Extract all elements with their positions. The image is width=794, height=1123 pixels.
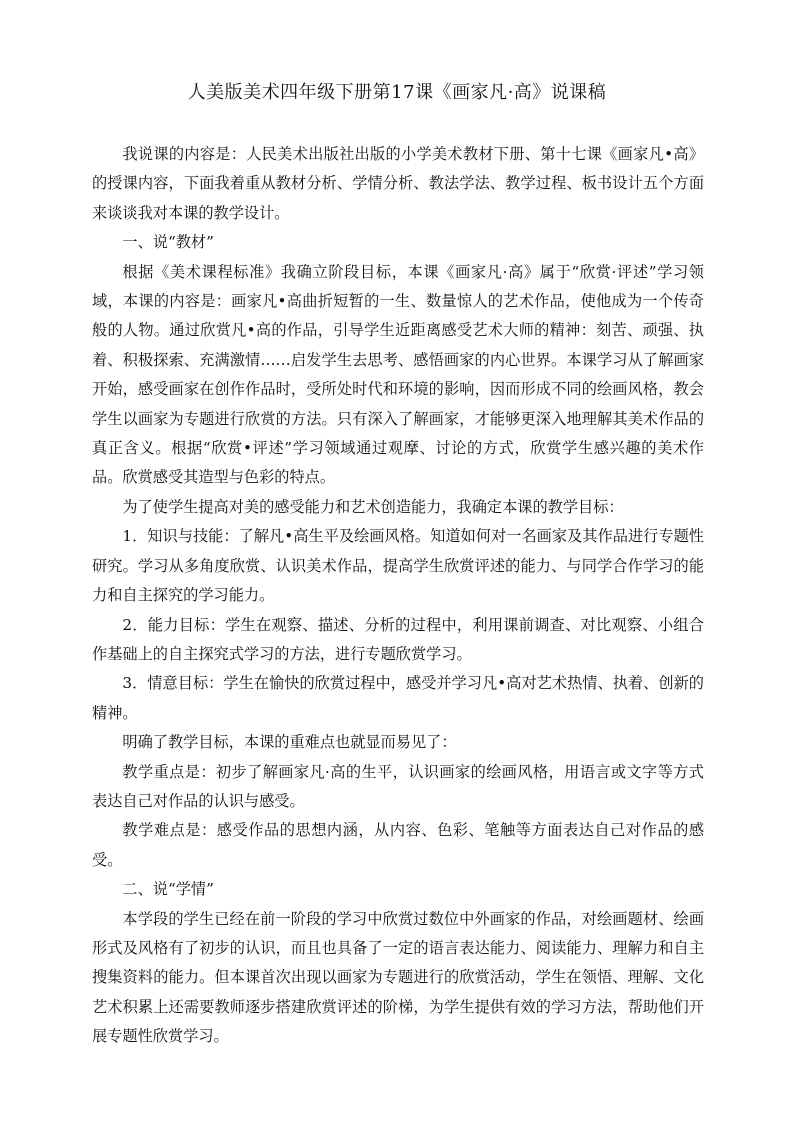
section-heading-students: 二、说“学情” <box>122 880 214 899</box>
paragraph-goal-ability: 2．能力目标：学生在观察、描述、分析的过程中，利用课前调查、对比观察、小组合作基础上的自主探究式学习的方法，进行专题欣赏学习。 <box>92 615 704 663</box>
document-body <box>92 140 704 1052</box>
paragraph-textbook-analysis: 根据《美术课程标准》我确立阶段目标，本课《画家凡·高》属于“欣赏·评述”学习领域，本课的内容是：画家凡•高曲折短暂的一生、数量惊人的艺术作品，使他成为一个传奇般的人物。通过欣赏凡•高的作品，引导学生近距离感受艺术大师的精神：刻苦、顽强、执着、积极探索、充满激情……启发学生去思考、感悟画家的内心世界。本课学习从了解画家开始，感受画家在创作作品时，受所处时代和环境的影响，因而形成不同的绘画风格，教会学生以画家为专题进行欣赏的方法。只有深入了解画家，才能够更深入地理解其美术作品的真正含义。根据“欣赏•评述”学习领域通过观摩、讨论的方式，欣赏学生感兴趣的美术作品。欣赏感受其造型与色彩的特点。 <box>92 262 704 487</box>
paragraph-difficult-point: 教学难点是：感受作品的思想内涵，从内容、色彩、笔触等方面表达自己对作品的感受。 <box>92 821 704 869</box>
paragraph-key-points-intro: 明确了教学目标，本课的重难点也就显而易见了： <box>122 733 457 752</box>
paragraph-key-point: 教学重点是：初步了解画家凡·高的生平，认识画家的绘画风格，用语言或文字等方式表达自己对作品的认识与感受。 <box>92 762 704 810</box>
paragraph-goal-knowledge: 1．知识与技能：了解凡•高生平及绘画风格。知道如何对一名画家及其作品进行专题性研究。学习从多角度欣赏、认识美术作品，提高学生欣赏评述的能力、与同学合作学习的能力和自主探究的学习能力。 <box>92 527 704 605</box>
paragraph-goal-emotion: 3．情意目标：学生在愉快的欣赏过程中，感受并学习凡•高对艺术热情、执着、创新的精神。 <box>92 674 704 722</box>
paragraph-student-analysis: 本学段的学生已经在前一阶段的学习中欣赏过数位中外画家的作品，对绘画题材、绘画形式及风格有了初步的认识，而且也具备了一定的语言表达能力、阅读能力、理解力和自主搜集资料的能力。但本课首次出现以画家为专题进行的欣赏活动，学生在领悟、理解、文化艺术积累上还需要教师逐步搭建欣赏评述的阶梯，为学生提供有效的学习方法，帮助他们开展专题性欣赏学习。 <box>92 909 704 1046</box>
paragraph-intro: 我说课的内容是：人民美术出版社出版的小学美术教材下册、第十七课《画家凡•高》的授课内容，下面我着重从教材分析、学情分析、教法学法、教学过程、板书设计五个方面来谈谈我对本课的教学设计。 <box>92 145 704 222</box>
paragraph-goals-intro: 为了使学生提高对美的感受能力和艺术创造能力，我确定本课的教学目标： <box>122 497 624 516</box>
document-title: 人美版美术四年级下册第17课《画家凡·高》说课稿 <box>187 82 607 103</box>
section-heading-textbook: 一、说“教材” <box>122 233 214 252</box>
